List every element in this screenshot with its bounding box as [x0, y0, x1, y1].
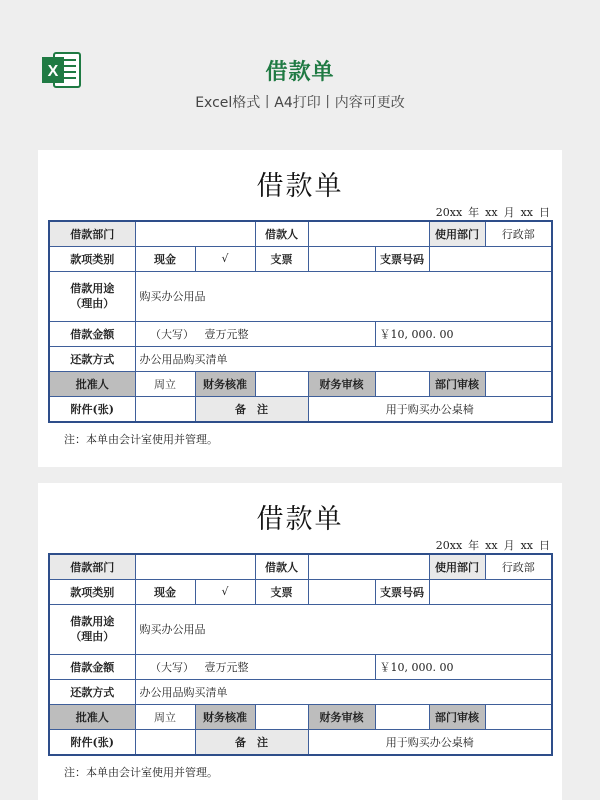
- repay-value[interactable]: 办公用品购买清单: [135, 680, 552, 705]
- use-dept-label: 使用部门: [429, 221, 485, 246]
- purpose-label: 借款用途 （理由）: [49, 604, 135, 654]
- borrower-value[interactable]: [308, 554, 429, 579]
- borrower-label: 借款人: [255, 554, 308, 579]
- cash-check[interactable]: √: [195, 579, 255, 604]
- type-label: 款项类别: [49, 579, 135, 604]
- remark-value[interactable]: 用于购买办公桌椅: [308, 730, 552, 755]
- finance-check-label: 财务核准: [195, 705, 255, 730]
- amount-number[interactable]: ￥10, 000. 00: [375, 655, 552, 680]
- page-title: 借款单: [265, 60, 335, 85]
- remark-label: 备 注: [195, 397, 308, 422]
- approver-label: 批准人: [49, 705, 135, 730]
- purpose-label: 借款用途 （理由）: [49, 271, 135, 321]
- purpose-value[interactable]: 购买办公用品: [135, 604, 552, 654]
- cash-check[interactable]: √: [195, 246, 255, 271]
- finance-check-value[interactable]: [255, 705, 308, 730]
- dept-audit-value[interactable]: [485, 372, 552, 397]
- loan-form-card-2: [38, 483, 562, 800]
- cash-label: 现金: [135, 246, 195, 271]
- type-label: 款项类别: [49, 246, 135, 271]
- cash-label: 现金: [135, 579, 195, 604]
- svg-text:X: X: [47, 63, 59, 80]
- form-note: 注：本单由会计室使用并管理。: [64, 766, 218, 779]
- loan-form-table: [48, 553, 553, 756]
- page-subtitle: Excel格式丨A4打印丨内容可更改: [195, 95, 405, 111]
- amount-label: 借款金额: [49, 655, 135, 680]
- cheque-no-label: 支票号码: [375, 246, 429, 271]
- amount-words[interactable]: （大写） 壹万元整: [135, 322, 375, 347]
- amount-words[interactable]: （大写） 壹万元整: [135, 655, 375, 680]
- approver-label: 批准人: [49, 372, 135, 397]
- finance-audit-label: 财务审核: [308, 705, 375, 730]
- finance-check-label: 财务核准: [195, 372, 255, 397]
- finance-audit-value[interactable]: [375, 705, 429, 730]
- attach-label: 附件(张): [49, 397, 135, 422]
- finance-check-value[interactable]: [255, 372, 308, 397]
- attach-value[interactable]: [135, 730, 195, 755]
- form-date: 20xx 年 xx 月 xx 日: [435, 539, 550, 552]
- cheque-no-value[interactable]: [429, 246, 552, 271]
- remark-label: 备 注: [195, 730, 308, 755]
- loan-form-card-1: [38, 150, 562, 467]
- attach-label: 附件(张): [49, 730, 135, 755]
- amount-label: 借款金额: [49, 322, 135, 347]
- cheque-value[interactable]: [308, 579, 375, 604]
- form-title: 借款单: [256, 171, 344, 202]
- attach-value[interactable]: [135, 397, 195, 422]
- use-dept-value[interactable]: 行政部: [485, 554, 552, 579]
- amount-number[interactable]: ￥10, 000. 00: [375, 322, 552, 347]
- finance-audit-label: 财务审核: [308, 372, 375, 397]
- cheque-no-label: 支票号码: [375, 579, 429, 604]
- cheque-label: 支票: [255, 246, 308, 271]
- dept-label: 借款部门: [49, 554, 135, 579]
- cheque-no-value[interactable]: [429, 579, 552, 604]
- borrower-label: 借款人: [255, 221, 308, 246]
- repay-label: 还款方式: [49, 347, 135, 372]
- form-note: 注：本单由会计室使用并管理。: [64, 433, 218, 446]
- use-dept-value[interactable]: 行政部: [485, 221, 552, 246]
- remark-value[interactable]: 用于购买办公桌椅: [308, 397, 552, 422]
- borrower-value[interactable]: [308, 221, 429, 246]
- approver-value[interactable]: 周立: [135, 705, 195, 730]
- repay-value[interactable]: 办公用品购买清单: [135, 347, 552, 372]
- cheque-value[interactable]: [308, 246, 375, 271]
- use-dept-label: 使用部门: [429, 554, 485, 579]
- form-date: 20xx 年 xx 月 xx 日: [435, 206, 550, 219]
- dept-audit-label: 部门审核: [429, 372, 485, 397]
- finance-audit-value[interactable]: [375, 372, 429, 397]
- approver-value[interactable]: 周立: [135, 372, 195, 397]
- dept-value[interactable]: [135, 554, 255, 579]
- dept-audit-value[interactable]: [485, 705, 552, 730]
- dept-value[interactable]: [135, 221, 255, 246]
- loan-form-table: [48, 220, 553, 423]
- purpose-value[interactable]: 购买办公用品: [135, 271, 552, 321]
- cheque-label: 支票: [255, 579, 308, 604]
- repay-label: 还款方式: [49, 680, 135, 705]
- form-title: 借款单: [256, 504, 344, 535]
- dept-label: 借款部门: [49, 221, 135, 246]
- dept-audit-label: 部门审核: [429, 705, 485, 730]
